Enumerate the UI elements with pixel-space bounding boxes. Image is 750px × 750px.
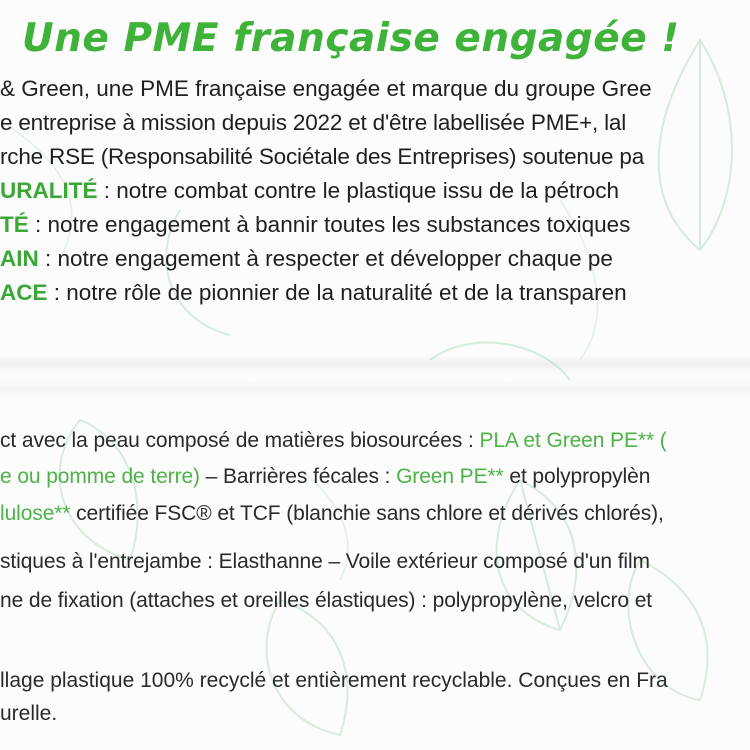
composition-text: et polypropylèn: [503, 465, 651, 488]
composition-line-3: [0, 503, 664, 524]
value-text: : notre engagement à respecter et développer chaque pe: [38, 246, 613, 271]
composition-text: certifiée FSC® et TCF (blanchie sans chlore et dérivés chlorés),: [70, 502, 664, 525]
composition-green-text: lulose**: [0, 502, 71, 525]
composition-text: – Barrières fécales :: [199, 465, 397, 488]
intro-line-1: & Green, une PME française engagée et marque du groupe Gree: [0, 76, 652, 101]
packaging-line-2: urelle.: [0, 702, 58, 725]
value-keyword: AIN: [0, 246, 39, 271]
value-text: : notre rôle de pionnier de la naturalité et de la transparen: [47, 280, 627, 305]
value-item: [0, 248, 613, 271]
composition-green-text: PLA et Green PE** (: [479, 429, 667, 452]
composition-green-text: Green PE**: [396, 465, 504, 488]
value-item: [0, 180, 619, 203]
value-item: [0, 214, 630, 237]
package-fold-crease: [0, 355, 750, 373]
composition-line-2: [0, 466, 650, 487]
value-keyword: URALITÉ: [0, 178, 98, 203]
package-fold-crease: [0, 380, 750, 398]
intro-line-3: rche RSE (Responsabilité Sociétale des Entreprises) soutenue pa: [0, 144, 645, 169]
composition-line-1: [0, 430, 667, 451]
composition-green-text: e ou pomme de terre): [0, 465, 200, 488]
value-item: [0, 282, 627, 305]
composition-line-5: ne de fixation (attaches et oreilles élastiques) : polypropylène, velcro et: [0, 589, 653, 612]
page-title: Une PME française engagée !: [22, 16, 680, 61]
packaging-line-1: llage plastique 100% recyclé et entièrement recyclable. Conçues en Fra: [0, 669, 668, 692]
intro-line-2: e entreprise à mission depuis 2022 et d'être labellisée PME+, lal: [0, 110, 627, 135]
value-keyword: TÉ: [0, 212, 29, 237]
composition-line-4: stiques à l'entrejambe : Elasthanne – Voile extérieur composé d'un film: [0, 550, 650, 573]
composition-text: ct avec la peau composé de matières biosourcées :: [0, 429, 480, 452]
value-text: : notre engagement à bannir toutes les substances toxiques: [28, 212, 631, 237]
value-text: : notre combat contre le plastique issu de la pétroch: [97, 178, 620, 203]
value-keyword: ACE: [0, 280, 48, 305]
